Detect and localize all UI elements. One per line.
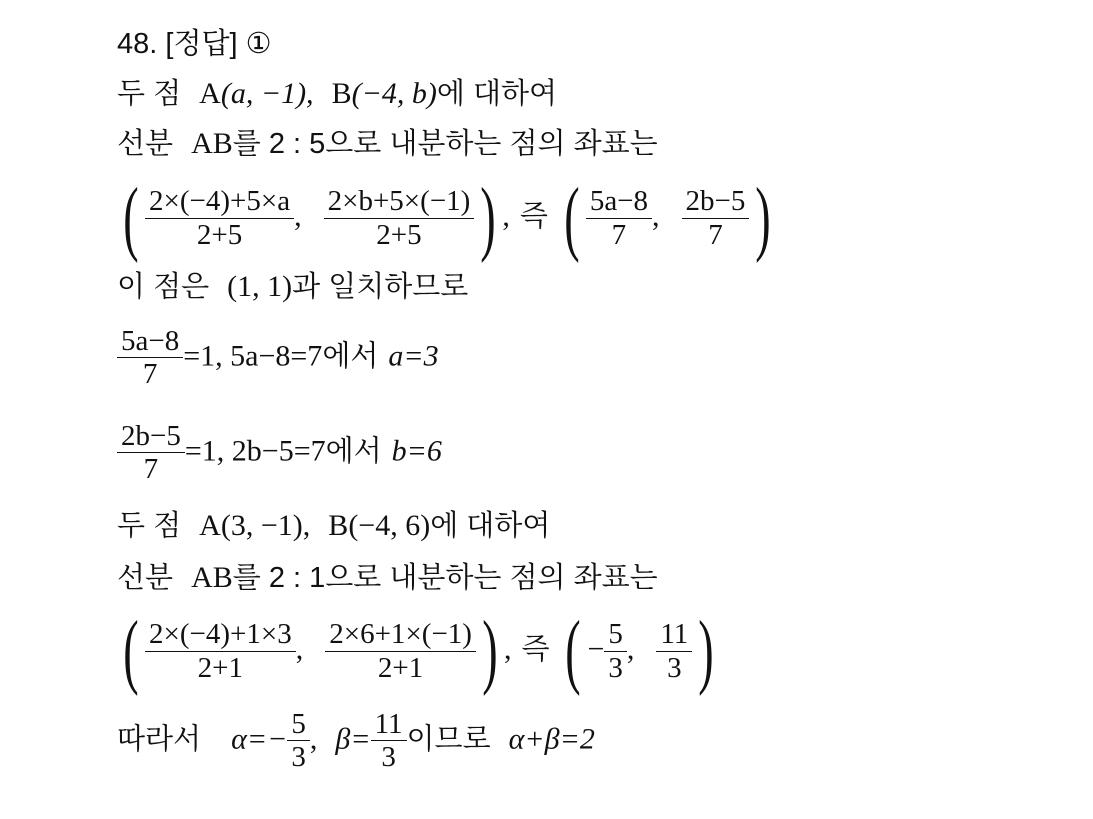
text: 으로 내분하는 점의 좌표는 [325, 128, 658, 160]
left-paren: ( [565, 604, 582, 697]
numerator: 5a−8 [117, 325, 183, 358]
numerator: 2b−5 [117, 420, 185, 453]
point-b-label: B [328, 509, 349, 542]
point-a-label: A [199, 509, 221, 542]
numerator: 2×b+5×(−1) [324, 185, 475, 218]
result: α+β=2 [508, 722, 595, 756]
text: 선분 [117, 128, 174, 160]
text: 과 일치하므로 [292, 271, 469, 303]
division-point-formula-1: ( $\frac{2\times(-4)+5\times a}{2+5}$ , $\frac{2\times b+5\times(-1)}{2+5}$ ) , 즉 ( $\frac{5a-8}{7}$ , $\frac{2b-5}{7}$ ) [123, 171, 772, 264]
denominator: 2+1 [377, 651, 424, 684]
right-paren: ) [482, 604, 498, 697]
text: 따라서 [117, 723, 202, 756]
denominator: 7 [143, 453, 159, 486]
fraction [117, 420, 185, 486]
fraction-x [145, 185, 294, 251]
left-paren: ( [123, 171, 139, 264]
numerator: 5a−8 [586, 185, 652, 218]
equation-text: =1, 5a−8=7 [183, 339, 323, 373]
denominator: 7 [142, 358, 158, 391]
text: 이므로 [406, 723, 491, 756]
denominator: 2+5 [376, 218, 422, 251]
denominator: 3 [291, 741, 306, 774]
point-b-coords: (−4, b) [351, 77, 437, 110]
segment-statement-1 [117, 129, 658, 159]
segment-label: AB [191, 561, 233, 594]
beta-fraction [371, 708, 407, 774]
equation-b [117, 420, 442, 486]
text: 즉 [519, 200, 548, 233]
point-a-coords: (a, −1), [220, 77, 314, 110]
denominator: 7 [611, 218, 627, 251]
equation-a [117, 325, 439, 391]
fraction-x-simplified [586, 185, 652, 251]
problem-header [117, 30, 272, 59]
right-paren: ) [755, 171, 772, 264]
numerator: 5 [287, 708, 310, 741]
denominator: 3 [608, 651, 623, 684]
problem-number: 48. [117, 28, 158, 60]
text: 에 대하여 [430, 510, 551, 542]
final-answer: 따라서 α=− $\frac{5}{3}$ , β= $\frac{11}{3}$ 이므로 α+β=2 [117, 708, 595, 774]
result: a=3 [388, 339, 439, 373]
ratio: 를 2 : 1 [232, 562, 326, 594]
denominator: 7 [708, 218, 723, 251]
points-statement-2 [117, 511, 550, 541]
numerator: 11 [371, 708, 407, 741]
right-paren: ) [480, 171, 497, 264]
denominator: 3 [667, 651, 682, 684]
coincide-statement [117, 272, 468, 302]
fraction [117, 325, 183, 391]
text: 이 점은 [117, 271, 210, 303]
point-coords: (1, 1) [227, 270, 293, 303]
answer-tag: [정답] [165, 28, 238, 60]
points-statement-1 [117, 79, 557, 109]
denominator: 2+5 [196, 218, 243, 251]
left-paren: ( [564, 171, 580, 264]
fraction-x-simplified [604, 618, 627, 684]
point-a-coords: (3, −1), [220, 509, 311, 542]
numerator: 2×6+1×(−1) [325, 618, 476, 651]
text: 즉 [521, 633, 550, 666]
text: 두 점 [117, 510, 182, 542]
text: 에서 [325, 435, 382, 468]
fraction-y [325, 618, 476, 684]
numerator: 2×(−4)+5×a [145, 185, 294, 218]
left-paren: ( [123, 604, 139, 697]
alpha-lhs: α=− [231, 722, 288, 756]
point-b-label: B [331, 77, 352, 110]
answer-choice: ① [245, 28, 272, 60]
equation-text: =1, 2b−5=7 [184, 434, 326, 468]
segment-label: AB [191, 127, 233, 160]
right-paren: ) [698, 604, 714, 697]
numerator: 2b−5 [682, 185, 750, 218]
fraction-x [145, 618, 296, 684]
point-a-label: A [199, 77, 221, 110]
denominator: 3 [381, 741, 396, 774]
text: 두 점 [117, 78, 182, 110]
fraction-y [324, 185, 475, 251]
text: 으로 내분하는 점의 좌표는 [325, 562, 658, 594]
point-b-coords: (−4, 6) [348, 509, 431, 542]
denominator: 2+1 [197, 651, 244, 684]
minus-sign: − [587, 632, 605, 666]
fraction-y-simplified [656, 618, 692, 684]
division-point-formula-2: ( $\frac{2\times(-4)+1\times 3}{2+1}$ , $\frac{2\times 6+1\times(-1)}{2+1}$ ) , 즉 ( − $\frac{5}{3}$ , $\frac{11}{3}$ ) [123, 604, 714, 697]
numerator: 2×(−4)+1×3 [145, 618, 296, 651]
beta-lhs: β= [335, 722, 371, 756]
numerator: 11 [656, 618, 692, 651]
text: 선분 [117, 562, 174, 594]
result: b=6 [391, 434, 442, 468]
text: 에 대하여 [436, 78, 557, 110]
alpha-fraction [287, 708, 310, 774]
text: 에서 [322, 340, 379, 373]
segment-statement-2 [117, 563, 658, 593]
ratio: 를 2 : 5 [232, 128, 326, 160]
fraction-y-simplified [682, 185, 750, 251]
numerator: 5 [604, 618, 627, 651]
